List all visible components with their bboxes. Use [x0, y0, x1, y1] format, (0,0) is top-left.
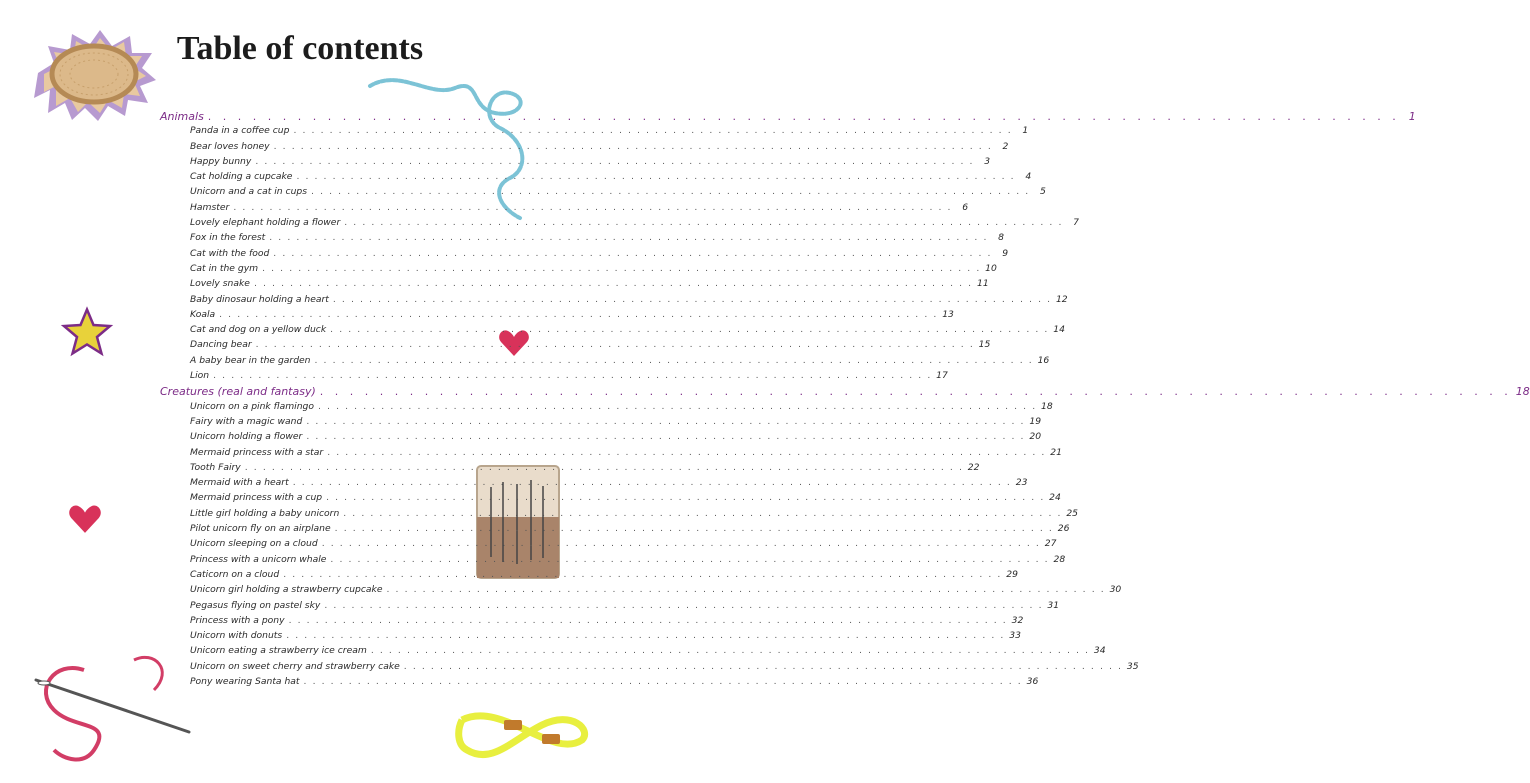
toc-entry [160, 125, 1029, 140]
toc-entry-title: Cat in the gym [190, 262, 259, 274]
toc-entry [160, 614, 1024, 630]
toc-dot-leader: . . . . . . . . . . . . . . . . . . . . . . . . . . . . . . . . . . . . . . . . . . . . . . . . . . . . . . . . . . . . . . . . . . . . . . . . . . . . . . . . [343, 507, 1063, 519]
toc-page-number: 34 [1093, 645, 1106, 657]
toc-entry [160, 507, 1079, 523]
toc-entry [160, 262, 997, 278]
toc-entry-title: Mermaid princess with a cup [190, 492, 323, 504]
toc-dot-leader: . . . . . . . . . . . . . . . . . . . . . . . . . . . . . . . . . . . . . . . . . . . . . . . . . . . . . . . . . . . . . . . . . . . . . . . . . . . . . . . . [330, 324, 1049, 336]
toc-dot-leader: . . . . . . . . . . . . . . . . . . . . . . . . . . . . . . . . . . . . . . . . . . . . . . . . . . . . . . . . . . . . . . . . . . . . . . . . . . . . . . . . [273, 247, 993, 259]
toc-page-number: 36 [1026, 675, 1039, 687]
toc-entry-title: Pony wearing Santa hat [190, 675, 300, 687]
toc-entry-title: Fox in the forest [190, 232, 266, 244]
toc-entry [160, 568, 1018, 584]
toc-entry [160, 171, 1032, 186]
toc-page-number: 4 [1025, 171, 1032, 183]
toc-entry-title: Happy bunny [190, 155, 252, 167]
toc-page-number: 18 [1515, 385, 1530, 399]
toc-page-number: 5 [1039, 186, 1046, 198]
toc-entry-title: Unicorn sleeping on a cloud [190, 538, 318, 550]
toc-entry [160, 354, 1050, 370]
toc-dot-leader: . . . . . . . . . . . . . . . . . . . . . . . . . . . . . . . . . . . . . . . . . . . . . . . . . . . . . . . . . . . . . . . . . . . . . . . . . . . . . . . . [244, 461, 964, 473]
toc-dot-leader: . . . . . . . . . . . . . . . . . . . . . . . . . . . . . . . . . . . . . . . . . . . . . . . . . . . . . . . . . . . . . . . . . . . . . . . . . . . . . . . . [311, 186, 1030, 198]
toc-entry-title: Cat with the food [190, 247, 270, 259]
toc-entry-title: Cat and dog on a yellow duck [190, 324, 327, 336]
toc-entry [160, 339, 991, 354]
toc-dot-leader: . . . . . . . . . . . . . . . . . . . . . . . . . . . . . . . . . . . . . . . . . . . . . . . . . . . . . . . . . . . . . . . . . . . . . . . . . . . . . . . . [293, 125, 1013, 137]
toc-entry [160, 186, 1046, 201]
toc-entry-title: Unicorn eating a strawberry ice cream [190, 645, 367, 657]
toc-page-number: 20 [1029, 431, 1042, 443]
toc-dot-leader: . . . . . . . . . . . . . . . . . . . . . . . . . . . . . . . . . . . . . . . . . . . . . . . . . . . . . . . . . . . . . . . . . . . . . . . . . . . . . . . . [324, 599, 1044, 611]
toc-page-number: 6 [962, 201, 969, 213]
toc-page-number: 30 [1109, 584, 1122, 596]
toc-entry [160, 370, 948, 385]
toc-entry [160, 293, 1068, 309]
toc-page-number: 11 [977, 278, 989, 290]
toc-entry [160, 247, 1009, 263]
toc-entry-title: Panda in a coffee cup [190, 125, 290, 137]
toc-entry-title: Unicorn with donuts [190, 630, 283, 642]
toc-entry-title: Little girl holding a baby unicorn [190, 507, 340, 519]
toc-dot-leader: . . . . . . . . . . . . . . . . . . . . . . . . . . . . . . . . . . . . . . . . . . . . . . . . . . . . . . . . . . . . . . . . . . . . . . . . . . . . . . . . [233, 201, 953, 213]
toc-entry-title: Unicorn on a pink flamingo [190, 400, 314, 412]
toc-page-number: 29 [1006, 568, 1018, 580]
toc-entry-title: Baby dinosaur holding a heart [190, 293, 329, 305]
toc-dot-leader: . . . . . . . . . . . . . . . . . . . . . . . . . . . . . . . . . . . . . . . . . . . . . . . . . . . . . . . . . . . . . . . . . . . . . . . . . . . . . . . . [327, 446, 1046, 458]
toc-entry-title: A baby bear in the garden [190, 354, 311, 366]
toc-entry [160, 201, 969, 217]
toc-entry-title: Unicorn on sweet cherry and strawberry cake [190, 660, 400, 672]
toc-entry [160, 140, 1009, 156]
toc-dot-leader: . . . . . . . . . . . . . . . . . . . . . . . . . . . . . . . . . . . . . . . . . . . . . . . . . . . . . . . . . . . . . . . . . . . . . . . . . . . . . . . . [318, 400, 1037, 412]
toc-dot-leader: . . . . . . . . . . . . . . . . . . . . . . . . . . . . . . . . . . . . . . . . . . . . . . . . . . . . . . . . . . . . . . . . . . . . . . . . . . . . . . . . [403, 660, 1123, 672]
toc-page-number: 25 [1066, 507, 1079, 519]
pixel-heart-icon [68, 503, 102, 535]
toc-page-number: 21 [1050, 446, 1062, 458]
toc-entry-title: Animals [160, 110, 204, 123]
toc-page-number: 13 [942, 308, 954, 320]
toc-entry [160, 630, 1021, 645]
toc-page-number: 1 [1022, 125, 1029, 137]
toc-entry-title: Caticorn on a cloud [190, 568, 280, 580]
toc-dot-leader: . . . . . . . . . . . . . . . . . . . . . . . . . . . . . . . . . . . . . . . . . . . . . . . . . . . . . . . . . . . . . . . . . . . . . . . . . . . . . . . . [292, 477, 1012, 489]
toc-entry [160, 645, 1106, 660]
toc-entry [160, 278, 989, 293]
toc-page-number: 35 [1126, 660, 1139, 672]
toc-entry [160, 553, 1066, 569]
toc-entry [160, 232, 1004, 247]
yellow-thread-skein-illustration [452, 700, 592, 770]
toc-entry [160, 400, 1053, 416]
toc-dot-leader: . . . . . . . . . . . . . . . . . . . . . . . . . . . . . . . . . . . . . . . . . . . . . . . . . . . . . . . . . . . . . . . . . . . . . . . . . . . . . . . . [273, 140, 993, 152]
toc-dot-leader: . . . . . . . . . . . . . . . . . . . . . . . . . . . . . . . . . . . . . . . . . . . . . . . . . . . . . . . . . . . . . . . . . . . . . . . . . . . . . . . . [330, 553, 1050, 565]
toc-entry-title: Princess with a unicorn whale [190, 553, 327, 565]
toc-page-number: 10 [985, 262, 997, 274]
toc-page-number: 24 [1049, 492, 1061, 504]
toc-page-number: 19 [1029, 415, 1042, 427]
toc-dot-leader: . . . . . . . . . . . . . . . . . . . . . . . . . . . . . . . . . . . . . . . . . . . . . . . . . . . . . . . . . . . . . . . . . . . . . . . . . . . . . . . . [286, 630, 1005, 642]
toc-entry [160, 675, 1039, 691]
toc-page-number: 3 [984, 155, 991, 167]
toc-dot-leader: . . . . . . . . . . . . . . . . . . . . . . . . . . . . . . . . . . . . . . . . . . . . . . . . . . . . . . . . . . . . . . . . . . . . . . . . . . . . . . . . [213, 370, 932, 382]
toc-dot-leader: . . . . . . . . . . . . . . . . . . . . . . . . . . . . . . . . . . . . . . . . . . . . . . . . . . . . . . . . . . . . . . . . . . . . . . . . . . . . . . . . [269, 232, 988, 244]
toc-page-number: 18 [1041, 400, 1053, 412]
toc-entry [160, 217, 1079, 232]
toc-entry-title: Princess with a pony [190, 614, 285, 626]
toc-dot-leader: . . . . . . . . . . . . . . . . . . . . . . . . . . . . . . . . . . . . . . . . . . . . . . . . . . . . . . . . . . . . . . . . . . . . . . . . . . . . . . . . [314, 354, 1034, 366]
toc-dot-leader: . . . . . . . . . . . . . . . . . . . . . . . . . . . . . . . . . . . . . . . . . . . . . . . . . . . . . . . . . . . . . . . . . . . . . . . . . . . . . . . . [319, 385, 1512, 399]
toc-page-number: 32 [1011, 614, 1024, 626]
toc-dot-leader: . . . . . . . . . . . . . . . . . . . . . . . . . . . . . . . . . . . . . . . . . . . . . . . . . . . . . . . . . . . . . . . . . . . . . . . . . . . . . . . . [306, 431, 1026, 443]
toc-entry-title: Tooth Fairy [190, 461, 241, 473]
toc-dot-leader: . . . . . . . . . . . . . . . . . . . . . . . . . . . . . . . . . . . . . . . . . . . . . . . . . . . . . . . . . . . . . . . . . . . . . . . . . . . . . . . . [321, 538, 1041, 550]
toc-page-number: 2 [1002, 140, 1009, 152]
toc-page-number: 26 [1057, 523, 1070, 535]
toc-dot-leader: . . . . . . . . . . . . . . . . . . . . . . . . . . . . . . . . . . . . . . . . . . . . . . . . . . . . . . . . . . . . . . . . . . . . . . . . . . . . . . . . [288, 614, 1008, 626]
toc-dot-leader: . . . . . . . . . . . . . . . . . . . . . . . . . . . . . . . . . . . . . . . . . . . . . . . . . . . . . . . . . . . . . . . . . . . . . . . . . . . . . . . . [332, 293, 1052, 305]
toc-entry [160, 324, 1065, 339]
toc-dot-leader: . . . . . . . . . . . . . . . . . . . . . . . . . . . . . . . . . . . . . . . . . . . . . . . . . . . . . . . . . . . . . . . . . . . . . . . . . . . . . . . . [344, 217, 1063, 229]
toc-dot-leader: . . . . . . . . . . . . . . . . . . . . . . . . . . . . . . . . . . . . . . . . . . . . . . . . . . . . . . . . . . . . . . . . . . . . . . . . . . . . . . . . [303, 675, 1023, 687]
toc-entry-title: Pegasus flying on pastel sky [190, 599, 321, 611]
toc-entry [160, 599, 1060, 615]
toc-dot-leader: . . . . . . . . . . . . . . . . . . . . . . . . . . . . . . . . . . . . . . . . . . . . . . . . . . . . . . . . . . . . . . . . . . . . . . . . . . . . . . . . [296, 171, 1016, 183]
toc-entry [160, 155, 991, 171]
toc-entry-title: Unicorn and a cat in cups [190, 186, 308, 198]
toc-entry [160, 477, 1028, 492]
toc-entry-title: Lion [190, 370, 210, 382]
toc-page-number: 7 [1073, 217, 1079, 229]
toc-list [160, 110, 1530, 691]
toc-page-number: 1 [1408, 110, 1416, 123]
toc-entry-title: Creatures (real and fantasy) [160, 385, 316, 399]
toc-entry [160, 431, 1042, 446]
toc-page-number: 27 [1044, 538, 1057, 550]
toc-entry-title: Pilot unicorn fly on an airplane [190, 523, 331, 535]
toc-entry-title: Bear loves honey [190, 140, 270, 152]
toc-dot-leader: . . . . . . . . . . . . . . . . . . . . . . . . . . . . . . . . . . . . . . . . . . . . . . . . . . . . . . . . . . . . . . . . . . . . . . . . . . . . . . . . [255, 339, 975, 351]
toc-page-number: 22 [967, 461, 980, 473]
toc-entry-title: Hamster [190, 201, 230, 213]
toc-page-number: 15 [978, 339, 991, 351]
toc-page-number: 14 [1053, 324, 1065, 336]
toc-entry-title: Lovely elephant holding a flower [190, 217, 341, 229]
toc-entry [160, 415, 1042, 431]
toc-entry [160, 492, 1061, 507]
toc-dot-leader: . . . . . . . . . . . . . . . . . . . . . . . . . . . . . . . . . . . . . . . . . . . . . . . . . . . . . . . . . . . . . . . . . . . . . . . . . . . . . . . . [253, 278, 973, 290]
page-title: Table of contents [176, 30, 424, 67]
toc-entry-title: Mermaid princess with a star [190, 446, 324, 458]
toc-dot-leader: . . . . . . . . . . . . . . . . . . . . . . . . . . . . . . . . . . . . . . . . . . . . . . . . . . . . . . . . . . . . . . . . . . . . . . . . . . . . . . . . [219, 308, 938, 320]
toc-entry-title: Cat holding a cupcake [190, 171, 293, 183]
toc-dot-leader: . . . . . . . . . . . . . . . . . . . . . . . . . . . . . . . . . . . . . . . . . . . . . . . . . . . . . . . . . . . . . . . . . . . . . . . . . . . . . . . . [386, 584, 1106, 596]
toc-entry-title: Unicorn holding a flower [190, 431, 303, 443]
toc-page-number: 17 [936, 370, 948, 382]
toc-dot-leader: . . . . . . . . . . . . . . . . . . . . . . . . . . . . . . . . . . . . . . . . . . . . . . . . . . . . . . . . . . . . . . . . . . . . . . . . . . . . . . . . [306, 415, 1026, 427]
toc-dot-leader: . . . . . . . . . . . . . . . . . . . . . . . . . . . . . . . . . . . . . . . . . . . . . . . . . . . . . . . . . . . . . . . . . . . . . . . . . . . . . . . . [207, 110, 1400, 123]
toc-page-number: 8 [998, 232, 1004, 244]
toc-page-number: 12 [1055, 293, 1068, 305]
toc-page-number: 16 [1037, 354, 1050, 366]
toc-entry-title: Mermaid with a heart [190, 477, 289, 489]
toc-entry [160, 461, 980, 477]
toc-entry [160, 660, 1139, 676]
toc-page-number: 33 [1009, 630, 1021, 642]
toc-section [160, 110, 1416, 125]
toc-dot-leader: . . . . . . . . . . . . . . . . . . . . . . . . . . . . . . . . . . . . . . . . . . . . . . . . . . . . . . . . . . . . . . . . . . . . . . . . . . . . . . . . [283, 568, 1002, 580]
toc-entry [160, 308, 954, 324]
toc-page-number: 23 [1015, 477, 1028, 489]
toc-dot-leader: . . . . . . . . . . . . . . . . . . . . . . . . . . . . . . . . . . . . . . . . . . . . . . . . . . . . . . . . . . . . . . . . . . . . . . . . . . . . . . . . [326, 492, 1045, 504]
toc-dot-leader: . . . . . . . . . . . . . . . . . . . . . . . . . . . . . . . . . . . . . . . . . . . . . . . . . . . . . . . . . . . . . . . . . . . . . . . . . . . . . . . . [262, 262, 981, 274]
toc-page-number: 31 [1047, 599, 1060, 611]
toc-entry-title: Unicorn girl holding a strawberry cupcake [190, 584, 383, 596]
toc-entry [160, 523, 1070, 538]
toc-entry [160, 584, 1122, 599]
toc-entry [160, 538, 1057, 553]
toc-page-number: 28 [1053, 553, 1066, 565]
toc-section [160, 385, 1530, 400]
pixel-star-icon [62, 307, 112, 357]
toc-page-number: 9 [1002, 247, 1009, 259]
toc-entry-title: Fairy with a magic wand [190, 415, 303, 427]
toc-entry-title: Dancing bear [190, 339, 252, 351]
toc-entry-title: Koala [190, 308, 216, 320]
toc-dot-leader: . . . . . . . . . . . . . . . . . . . . . . . . . . . . . . . . . . . . . . . . . . . . . . . . . . . . . . . . . . . . . . . . . . . . . . . . . . . . . . . . [370, 645, 1090, 657]
toc-entry-title: Lovely snake [190, 278, 250, 290]
toc-dot-leader: . . . . . . . . . . . . . . . . . . . . . . . . . . . . . . . . . . . . . . . . . . . . . . . . . . . . . . . . . . . . . . . . . . . . . . . . . . . . . . . . [334, 523, 1054, 535]
toc-dot-leader: . . . . . . . . . . . . . . . . . . . . . . . . . . . . . . . . . . . . . . . . . . . . . . . . . . . . . . . . . . . . . . . . . . . . . . . . . . . . . . . . [255, 155, 975, 167]
toc-entry [160, 446, 1062, 462]
